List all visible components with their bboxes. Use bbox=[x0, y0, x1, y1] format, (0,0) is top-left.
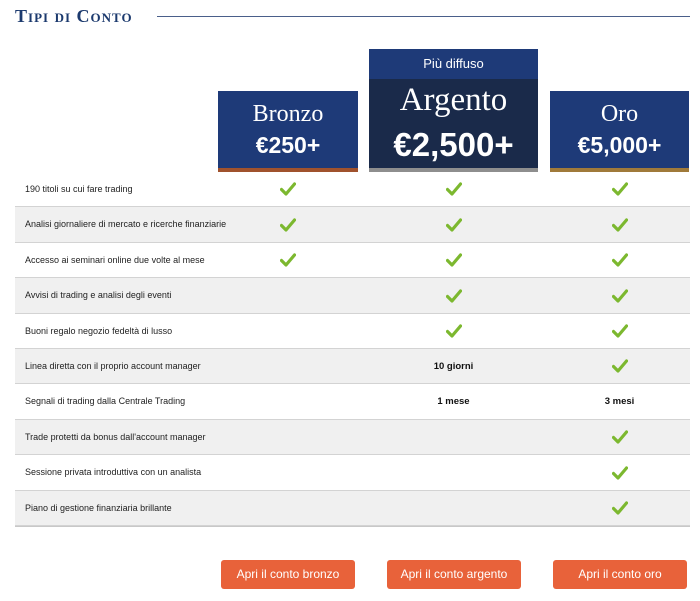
feature-cell-silver bbox=[369, 420, 538, 455]
feature-row bbox=[15, 420, 690, 455]
plan-header-silver bbox=[369, 79, 538, 168]
feature-cell-silver bbox=[369, 278, 538, 313]
feature-value: 3 mesi bbox=[604, 396, 635, 408]
check-icon bbox=[446, 253, 462, 267]
feature-label: Linea diretta con il proprio account manager bbox=[25, 360, 201, 371]
popular-badge: Più diffuso bbox=[369, 49, 538, 79]
plan-header-gold bbox=[550, 91, 689, 168]
feature-cell-silver bbox=[369, 384, 538, 419]
title-divider bbox=[157, 16, 690, 17]
check-icon bbox=[612, 182, 628, 196]
feature-cell-silver bbox=[369, 314, 538, 349]
plan-price-silver: €2,500+ bbox=[393, 126, 514, 163]
feature-cell-gold bbox=[550, 455, 689, 490]
feature-label: Avvisi di trading e analisi degli eventi bbox=[25, 290, 172, 301]
feature-value: 1 mese bbox=[437, 396, 470, 408]
check-icon bbox=[612, 324, 628, 338]
feature-cell-bronze bbox=[218, 455, 358, 490]
feature-row bbox=[15, 207, 690, 242]
open-bronze-account-button[interactable]: Apri il conto bronzo bbox=[221, 560, 355, 589]
feature-cell-silver bbox=[369, 172, 538, 207]
feature-cell-silver bbox=[369, 207, 538, 242]
feature-cell-gold bbox=[550, 172, 689, 207]
plan-name-silver: Argento bbox=[399, 82, 508, 118]
feature-label: Analisi giornaliere di mercato e ricerche finanziarie bbox=[25, 219, 227, 230]
table-bottom-divider bbox=[15, 526, 690, 527]
feature-label: Accesso ai seminari online due volte al mese bbox=[25, 254, 205, 265]
feature-cell-bronze bbox=[218, 207, 358, 242]
feature-cell-gold bbox=[550, 384, 689, 419]
page-header bbox=[15, 6, 690, 28]
feature-row bbox=[15, 172, 690, 207]
feature-cell-gold bbox=[550, 314, 689, 349]
plan-name-bronze: Bronzo bbox=[252, 101, 324, 127]
check-icon bbox=[612, 289, 628, 303]
feature-label: 190 titoli su cui fare trading bbox=[25, 184, 133, 194]
feature-label: Segnali di trading dalla Centrale Trading bbox=[25, 396, 186, 407]
open-silver-account-button[interactable]: Apri il conto argento bbox=[387, 560, 521, 589]
plan-price-bronze: €250+ bbox=[255, 132, 321, 158]
check-icon bbox=[612, 430, 628, 444]
feature-cell-bronze bbox=[218, 491, 358, 526]
feature-row bbox=[15, 349, 690, 384]
feature-cell-bronze bbox=[218, 384, 358, 419]
feature-label: Buoni regalo negozio fedeltà di lusso bbox=[25, 325, 173, 336]
feature-cell-silver bbox=[369, 243, 538, 278]
feature-cell-gold bbox=[550, 491, 689, 526]
check-icon bbox=[446, 218, 462, 232]
check-icon bbox=[446, 182, 462, 196]
check-icon bbox=[612, 218, 628, 232]
check-icon bbox=[446, 324, 462, 338]
feature-row bbox=[15, 455, 690, 490]
feature-cell-gold bbox=[550, 349, 689, 384]
feature-cell-bronze bbox=[218, 172, 358, 207]
check-icon bbox=[612, 253, 628, 267]
check-icon bbox=[280, 253, 296, 267]
feature-comparison-table bbox=[15, 172, 690, 526]
check-icon bbox=[612, 501, 628, 515]
feature-cell-silver bbox=[369, 491, 538, 526]
feature-cell-gold bbox=[550, 420, 689, 455]
check-icon bbox=[612, 466, 628, 480]
feature-cell-bronze bbox=[218, 243, 358, 278]
feature-cell-bronze bbox=[218, 278, 358, 313]
feature-cell-silver bbox=[369, 349, 538, 384]
feature-row bbox=[15, 278, 690, 313]
check-icon bbox=[612, 359, 628, 373]
feature-cell-gold bbox=[550, 278, 689, 313]
feature-row bbox=[15, 243, 690, 278]
plan-header-bronze bbox=[218, 91, 358, 168]
feature-cell-gold bbox=[550, 207, 689, 242]
feature-cell-bronze bbox=[218, 349, 358, 384]
feature-cell-bronze bbox=[218, 314, 358, 349]
feature-cell-silver bbox=[369, 455, 538, 490]
feature-value: 10 giorni bbox=[433, 360, 474, 372]
feature-label: Piano di gestione finanziaria brillante bbox=[25, 502, 172, 513]
plan-price-gold: €5,000+ bbox=[577, 132, 662, 158]
feature-label: Sessione privata introduttiva con un analista bbox=[25, 467, 202, 478]
feature-row bbox=[15, 314, 690, 349]
open-gold-account-button[interactable]: Apri il conto oro bbox=[553, 560, 687, 589]
check-icon bbox=[280, 218, 296, 232]
plan-name-gold: Oro bbox=[600, 101, 639, 127]
feature-cell-gold bbox=[550, 243, 689, 278]
feature-label: Trade protetti da bonus dall'account manager bbox=[25, 431, 206, 442]
check-icon bbox=[280, 182, 296, 196]
page-title: Tipi di Conto bbox=[15, 6, 133, 26]
feature-cell-bronze bbox=[218, 420, 358, 455]
feature-row bbox=[15, 384, 690, 419]
feature-row bbox=[15, 491, 690, 526]
check-icon bbox=[446, 289, 462, 303]
